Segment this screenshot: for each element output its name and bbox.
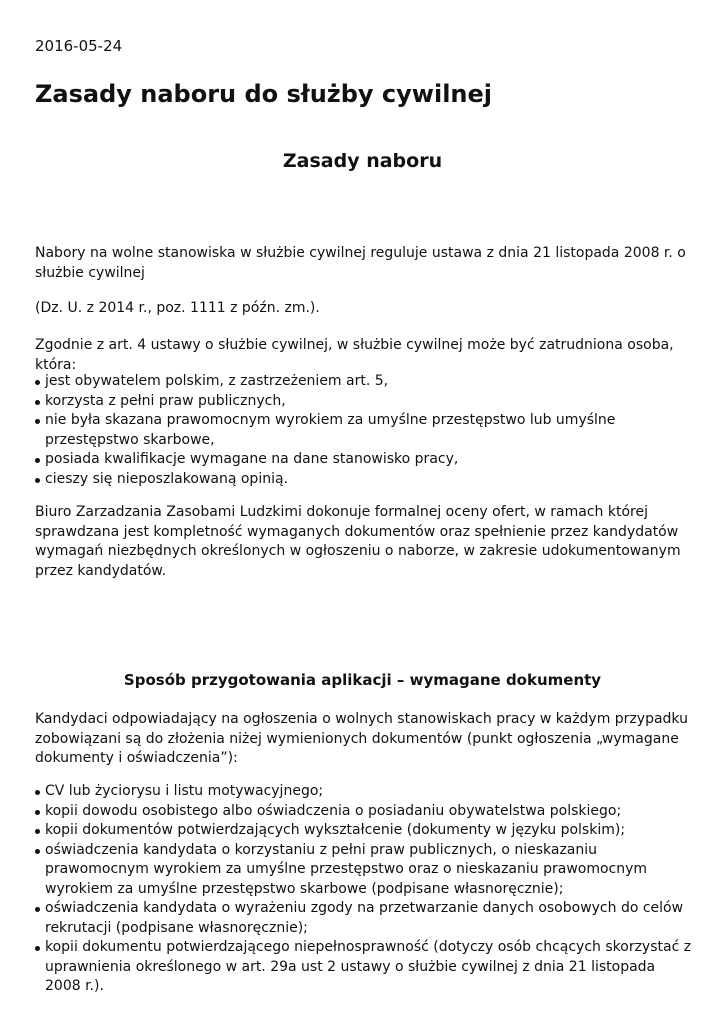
list-item: CV lub życiorysu i listu motywacyjnego; [35,782,695,802]
intro-paragraph-legal-basis: Nabory na wolne stanowiska w służbie cywilnej reguluje ustawa z dnia 21 listopada 2008 r. o służbie cywilnej [35,245,686,281]
list-item: kopii dokumentu potwierdzającego niepełnosprawność (dotyczy osób chcących skorzystać z uprawnienia określonego w art. 29a ust 2 ustawy o służbie cywilnej z dnia 21 listopada 2008 r.). [35,938,695,997]
list-item: korzysta z pełni praw publicznych, [35,392,695,412]
document-date: 2016-05-24 [35,37,123,55]
section-heading-documents: Sposób przygotowania aplikacji – wymagane dokumenty [123,671,602,689]
list-item: kopii dokumentów potwierdzających wykształcenie (dokumenty w języku polskim); [35,821,695,841]
list-item: oświadczenia kandydata o wyrażeniu zgody na przetwarzanie danych osobowych do celów rekrutacji (podpisane własnoręcznie); [35,899,695,938]
intro-paragraph-eligibility: Zgodnie z art. 4 ustawy o służbie cywilnej, w służbie cywilnej może być zatrudniona osoba, która: [35,337,674,373]
documents-paragraph: Kandydaci odpowiadający na ogłoszenia o wolnych stanowiskach pracy w każdym przypadku zobowiązani są do złożenia niżej wymienionych dokumentów (punkt ogłoszenia „wymagane dokumenty i oświadczenia”): [35,711,688,766]
list-item: posiada kwalifikacje wymagane na dane stanowisko pracy, [35,450,695,470]
page-subtitle: Zasady naboru [282,150,443,172]
intro-paragraph-citation: (Dz. U. z 2014 r., poz. 1111 z późn. zm.). [35,300,320,316]
list-item: jest obywatelem polskim, z zastrzeżeniem art. 5, [35,372,695,392]
list-item: cieszy się nieposzlakowaną opinią. [35,470,695,490]
intro-paragraph-evaluation: Biuro Zarzadzania Zasobami Ludzkimi dokonuje formalnej oceny ofert, w ramach której sprawdzana jest kompletność wymaganych dokumentów oraz spełnienie przez kandydatów wymagań niezbędnych określonych w ogłoszeniu o naborze, w zakresie udokumentowanym przez kandydatów. [35,504,681,579]
requirements-list [35,372,695,489]
list-item: kopii dowodu osobistego albo oświadczenia o posiadaniu obywatelstwa polskiego; [35,802,695,822]
documents-list [35,782,695,997]
list-item: nie była skazana prawomocnym wyrokiem za umyślne przestępstwo lub umyślne przestępstwo skarbowe, [35,411,695,450]
list-item: oświadczenia kandydata o korzystaniu z pełni praw publicznych, o nieskazaniu prawomocnym wyrokiem za umyślne przestępstwo oraz o nieskazaniu prawomocnym wyrokiem za umyślne przestępstwo skarbowe (podpisane własnoręcznie); [35,841,695,900]
page-title: Zasady naboru do służby cywilnej [35,80,493,108]
